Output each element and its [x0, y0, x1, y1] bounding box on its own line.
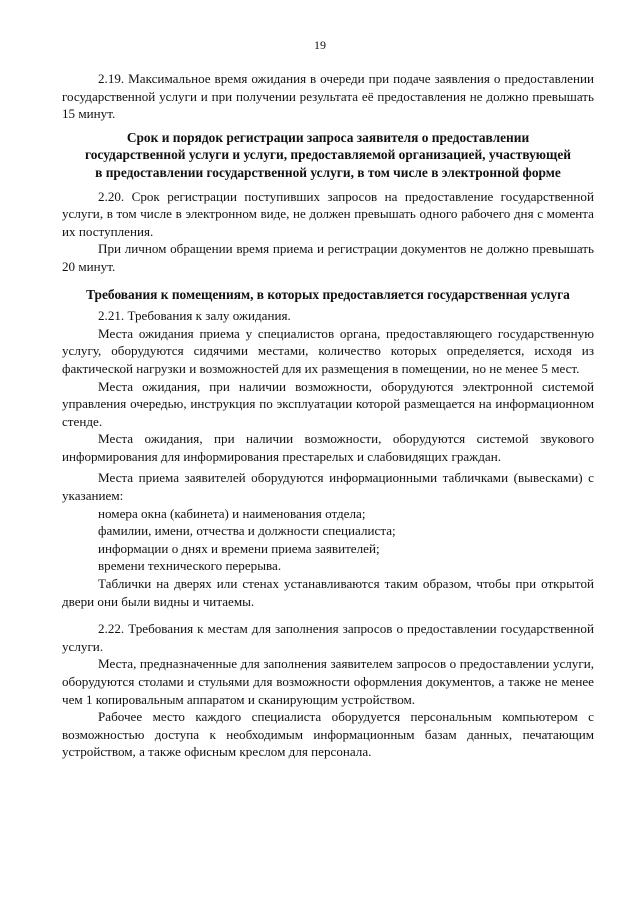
- paragraph-signs: Места приема заявителей оборудуются информационными табличками (вывесками) с указанием:: [62, 470, 594, 504]
- paragraph-2-22: 2.22. Требования к местам для заполнения запросов о предоставлении государственной услуги.: [62, 621, 594, 654]
- heading-registration: Срок и порядок регистрации запроса заявителя о предоставлении государственной услуги и услуги, предоставляемой организацией, участвующей в предоставлении государственной услуги, в том числе в электронной форме: [84, 129, 571, 180]
- paragraph-sound-system: Места ожидания, при наличии возможности, оборудуются системой звукового информирования для информирования престарелых и слабовидящих граждан.: [62, 431, 594, 464]
- paragraph-electronic-queue: Места ожидания, при наличии возможности, оборудуются электронной системой управления очередью, инструкция по эксплуатации которой размещается на информационном стенде.: [62, 378, 594, 429]
- list-item: номера окна (кабинета) и наименования отдела;: [98, 505, 366, 521]
- paragraph-workplace: Рабочее место каждого специалиста оборудуется персональным компьютером с возможностью доступа к необходимым информационным базам данных, печатающим устройством, а также офисным креслом для персонала.: [62, 709, 594, 760]
- list-item: времени технического перерыва.: [98, 558, 282, 574]
- paragraph-personal-visit: При личном обращении время приема и регистрации документов не должно превышать 20 минут.: [62, 241, 594, 274]
- sign-items-list: [62, 505, 594, 575]
- paragraph-2-21: 2.21. Требования к залу ожидания.: [98, 308, 291, 324]
- paragraph-filling-places: Места, предназначенные для заполнения заявителем запросов о предоставлении услуги, оборудуются столами и стульями для возможности оформления документов, а также не менее чем 1 копировальным аппаратом и сканирующим устройством.: [62, 656, 594, 707]
- paragraph-2-19: 2.19. Максимальное время ожидания в очереди при подаче заявления о предоставлении государственной услуги и при получении результата её предоставления не должно превышать 15 минут.: [62, 71, 594, 122]
- paragraph-2-20: 2.20. Срок регистрации поступивших запросов на предоставление государственной услуги, в том числе в электронном виде, не должен превышать одного рабочего дня с момента их поступления.: [62, 188, 594, 239]
- heading-premises: Требования к помещениям, в которых предоставляется государственная услуга: [86, 286, 570, 302]
- page-content: [62, 70, 594, 761]
- list-item: фамилии, имени, отчества и должности специалиста;: [98, 523, 396, 539]
- page-number: 19: [314, 38, 326, 52]
- paragraph-signs-placement: Таблички на дверях или стенах устанавливаются таким образом, чтобы при открытой двери они были видны и читаемы.: [62, 576, 594, 609]
- list-item: информации о днях и времени приема заявителей;: [98, 540, 380, 556]
- paragraph-waiting-seats: Места ожидания приема у специалистов органа, предоставляющего государственную услугу, оборудуются сидячими местами, количество которых определяется, исходя из фактической нагрузки и возможностей для их размещения в помещении, но не менее 5 мест.: [62, 325, 594, 376]
